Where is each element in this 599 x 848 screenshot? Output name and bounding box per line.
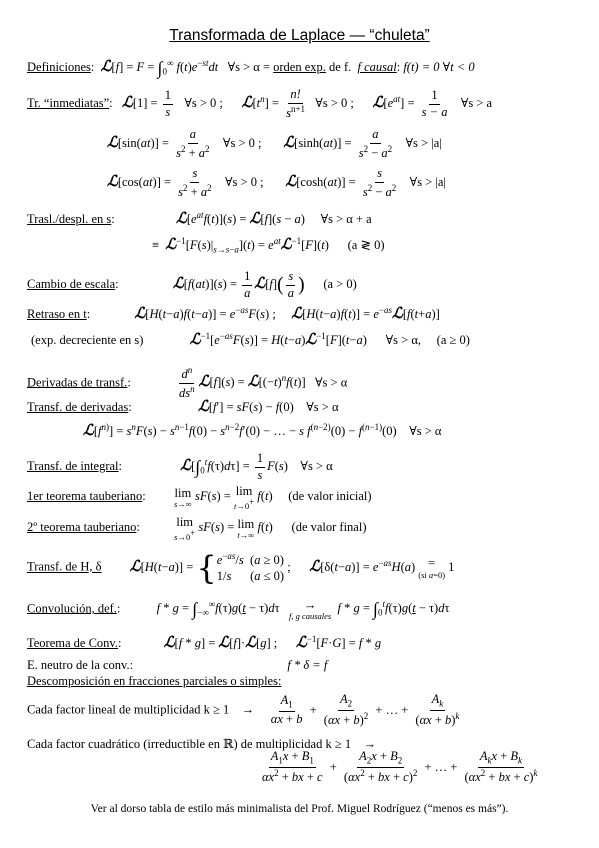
traslacion-cond-2: (a ≷ 0): [347, 238, 385, 253]
neutro-label: E. neutro de la conv.:: [27, 658, 134, 672]
teorema-conv-formula-2: ℒ$^{-1}$[F·G] = f * g: [295, 634, 382, 652]
causal-formula: f(t) = 0 ∀t < 0: [403, 60, 475, 75]
cond-eat: ∀s > a: [460, 96, 493, 111]
retraso-row: Retraso en t: ℒ[H(t−a)f(t−a)] = $e^{-as}F(s)$ ; ℒ[H(t−a)f(t)] = $e^{-as}ℒ[f(t+a)]$: [27, 305, 440, 323]
transf-integral-cond: ∀s > α: [300, 459, 333, 474]
retraso-cond-2: ∀s > α,: [385, 333, 422, 348]
inmediatas-label: Tr. “inmediatas”: [27, 96, 110, 111]
definiciones-label: Definiciones: [27, 60, 91, 75]
escala-label: Cambio de escala: [27, 277, 116, 292]
inmediatas-row: Tr. “inmediatas”: ℒ[1] = $\frac{1}{s}$ ∀s > 0 ; $ℒ[t^n]$ = $\frac{n!}{s^{n+1}}$ ∀s > 0 ; $ℒ[e^{at}]$ = $\frac{1}{s - a}$ ∀s > a: [27, 87, 493, 120]
transf-derivadas-cond-2: ∀s > α: [409, 424, 442, 439]
cond-one: ∀s > 0 ;: [184, 96, 223, 111]
teorema-conv-row: Teorema de Conv.: ℒ[f * g] = ℒ[f]·ℒ[g] ; ℒ$^{-1}$[F·G] = f * g: [27, 634, 382, 652]
neutro-formula: f * δ = f: [287, 658, 328, 672]
transf-h-delta-row: [27, 548, 455, 587]
transf-integral-row: Transf. de integral: $ℒ[\int_0^tf(\tau)d\tau]$ = $\frac{1}{s}$ F(s) ∀s > α: [27, 451, 333, 482]
transf-derivadas-label: Transf. de derivadas: [27, 400, 129, 414]
escala-formula: ℒ[f(at)](s) = $\frac{1}{a}$ ℒ[f]( $\frac{s}{a}$ ): [172, 269, 305, 300]
formula-laplace-tn: $ℒ[t^n]$ = $\frac{n!}{s^{n+1}}$: [241, 87, 306, 120]
transf-h-delta-label: Transf. de H, δ: [27, 559, 102, 574]
fracciones-cuad-formula: $\frac{A_1x + B_1}{\alpha x^2 + bx + c}$ + $\frac{A_2x + B_2}{(\alpha x^2 + bx + c)^2}$ + … + $\frac{A_kx + B_k}{(\alpha x^2 + bx + c)^k}$: [262, 749, 538, 785]
tauberiano1-label: 1er teorema tauberiano: [27, 489, 143, 504]
retraso-note: (exp. decreciente en s): [31, 333, 144, 348]
traslacion-label: Trasl./despl. en s: [27, 212, 112, 227]
neutro-row: [27, 658, 327, 672]
transf-delta-formula: ℒ[δ(t−a)] = $e^{-as}H(a)$ = (si a=0) 1: [309, 556, 455, 580]
cond-cosh: ∀s > |a|: [409, 175, 446, 190]
formula-cosh: ℒ[cosh(at)] = $\frac{s}{s^2 - a^2}$: [285, 166, 397, 199]
trig-row-1: [107, 128, 442, 161]
fracciones-lineal-formula: $\frac{A_1}{\alpha x + b}$ + $\frac{A_2}{(\alpha x + b)^2}$ + … + $\frac{A_k}{(\alpha x + b)^k}$: [270, 692, 460, 728]
transf-derivadas-formula-2: $ℒ[f^{n)}] = s^nF(s) - s^{n-1}f(0) - s^{n-2}f'(0)$ − … − s $f^{(n-2)}(0) - f^{(n-1)}(0)$: [83, 422, 397, 440]
transf-derivadas-formula-1: ℒ[f′] = sF(s) − f(0): [198, 399, 294, 415]
escala-cond: (a > 0): [323, 277, 357, 292]
tauberiano1-row: 1er teorema tauberiano: lim s→∞ sF(s) = lim t→0+ f(t) (de valor inicial): [27, 484, 372, 512]
definiciones-of: de f.: [329, 60, 352, 75]
cond-tn: ∀s > 0 ;: [315, 96, 354, 111]
definiciones-cond: ∀s > α =: [227, 60, 270, 75]
definiciones-formula: ℒ[f] = $F = \int_0^\infty$ $f(t)e^{-st}dt$: [100, 58, 219, 78]
convolucion-row: Convolución, def.: $f * g = \int_{-\infty}^\infty f(\tau)g(t - \tau)d\tau$ → f, g causales $f * g = \int_0^tf(\tau)g(t - \tau)d\tau$: [27, 598, 450, 622]
tauberiano2-row: 2º teorema tauberiano: lim s→0+ sF(s) = lim t→∞ f(t) (de valor final): [27, 515, 367, 543]
formula-sin: ℒ[sin(at)] = $\frac{a}{s^2 + a^2}$: [107, 127, 210, 160]
retraso-formula-1: ℒ[H(t−a)f(t−a)] = $e^{-as}F(s)$ ;: [134, 305, 276, 323]
convolucion-arrow: → f, g causales: [288, 598, 332, 622]
retraso-label: Retraso en t: [27, 307, 87, 322]
fracciones-label-row: [27, 674, 281, 688]
formula-sinh: ℒ[sinh(at)] = $\frac{a}{s^2 - a^2}$: [283, 127, 393, 160]
transf-integral-label: Transf. de integral: [27, 459, 119, 474]
tauberiano2-label: 2º teorema tauberiano: [27, 520, 137, 535]
traslacion-formula-1: $ℒ[e^{at}f(t)](s)$ = ℒ[f](s − a): [176, 210, 305, 228]
fracciones-label: Descomposición en fracciones parciales o simples:: [27, 674, 282, 688]
derivadas-transf-cond: ∀s > α: [315, 375, 348, 390]
derivadas-transf-label: Derivadas de transf.: [27, 375, 128, 390]
transf-derivadas-cond-1: ∀s > α: [306, 400, 339, 414]
fracciones-lineal-row: Cada factor lineal de multiplicidad k ≥ 1 → $\frac{A_1}{\alpha x + b}$ + $\frac{A_2}{(\alpha x + b)^2}$ + … + $\frac{A_k}{(\alpha x + b)^k}$: [27, 693, 463, 728]
transf-integral-formula: $ℒ[\int_0^tf(\tau)d\tau]$ = $\frac{1}{s}$ F(s): [180, 451, 288, 482]
cond-cos: ∀s > 0 ;: [224, 175, 264, 190]
convolucion-formula-2: $f * g = \int_0^tf(\tau)g(t - \tau)d\tau$: [337, 599, 450, 620]
tauberiano2-cond: (de valor final): [291, 520, 367, 535]
page-title: Transformada de Laplace — “chuleta”: [169, 27, 430, 44]
definiciones-row: Definiciones: ℒ[f] = $F = \int_0^\infty$ $f(t)e^{-st}dt$ ∀s > α = orden exp. de f. f causal: f(t) = 0 ∀t < 0: [27, 58, 475, 78]
fracciones-cuad-formula-row: [258, 750, 541, 785]
retraso-formula-1b: ℒ[H(t−a)f(t)] = $e^{-as}ℒ[f(t+a)]$: [291, 305, 440, 323]
causal-label: f causal: [357, 60, 397, 75]
retraso-cond-3: (a ≥ 0): [436, 333, 470, 348]
footer-note: Ver al dorso tabla de estilo más minimalista del Prof. Miguel Rodríguez (“menos es más”).: [90, 803, 509, 815]
transf-derivadas-row: Transf. de derivadas: ℒ[f′] = sF(s) − f(0) ∀s > α: [27, 399, 339, 415]
fracciones-cuad-text: Cada factor cuadrático (irreductible en ℝ) de multiplicidad k ≥ 1: [27, 737, 352, 751]
formula-cos: ℒ[cos(at)] = $\frac{s}{s^2 + a^2}$: [107, 166, 212, 199]
formula-laplace-one: ℒ[1] = $\frac{1}{s}$: [122, 88, 171, 119]
transf-derivadas-row-2: [83, 422, 441, 440]
trig-row-2: [107, 167, 446, 200]
convolucion-label: Convolución, def.: [27, 601, 117, 616]
fracciones-cuad-row: Cada factor cuadrático (irreductible en ℝ) de multiplicidad k ≥ 1 →: [27, 737, 377, 751]
retraso-row-2: [31, 331, 470, 349]
cond-sin: ∀s > 0 ;: [222, 136, 262, 151]
orden-exp-label: orden exp.: [273, 60, 326, 75]
teorema-conv-formula-1: ℒ[f * g] = ℒ[f]·ℒ[g] ;: [163, 635, 278, 652]
tauberiano1-cond: (de valor inicial): [288, 489, 372, 504]
traslacion-formula-2: ≡ $ℒ^{-1}[F(s)|_{s\to s-a}](t)$ = $e^{at}ℒ^{-1}[F](t)$: [152, 236, 329, 255]
traslacion-row-2: [152, 236, 385, 255]
fracciones-lineal-text: Cada factor lineal de multiplicidad k ≥ 1: [27, 702, 230, 717]
traslacion-row: Trasl./despl. en s: $ℒ[e^{at}f(t)](s)$ = ℒ[f](s − a) ∀s > α + a: [27, 210, 372, 228]
formula-laplace-eat: $ℒ[e^{at}]$ = $\frac{1}{s - a}$: [372, 88, 448, 119]
tauberiano2-formula: lim s→0+ sF(s) = lim t→∞ f(t): [174, 515, 273, 543]
cond-sinh: ∀s > |a|: [405, 136, 442, 151]
traslacion-cond-1: ∀s > α + a: [320, 212, 372, 227]
convolucion-formula-1: $f * g = \int_{-\infty}^\infty f(\tau)g(t - \tau)d\tau$: [156, 599, 280, 620]
retraso-formula-2: $ℒ^{-1}[e^{-as}F(s)]$ = H(t−a)ℒ$^{-1}$[F](t−a): [189, 331, 367, 349]
escala-row: Cambio de escala: ℒ[f(at)](s) = $\frac{1}{a}$ ℒ[f]( $\frac{s}{a}$ ) (a > 0): [27, 269, 357, 300]
teorema-conv-label: Teorema de Conv.: [27, 636, 118, 651]
transf-h-formula: ℒ[H(t−a)] = { $e^{-as}/s$ (a ≥ 0) 1/s (a ≤ 0) ;: [129, 548, 291, 587]
derivadas-transf-formula: $\frac{d^n}{ds^n}$ ℒ[f](s) = $ℒ[(-t)^nf(t)]$: [179, 365, 306, 401]
derivadas-transf-row: Derivadas de transf.: $\frac{d^n}{ds^n}$ ℒ[f](s) = $ℒ[(-t)^nf(t)]$ ∀s > α: [27, 365, 348, 401]
tauberiano1-formula: lim s→∞ sF(s) = lim t→0+ f(t): [173, 484, 273, 512]
